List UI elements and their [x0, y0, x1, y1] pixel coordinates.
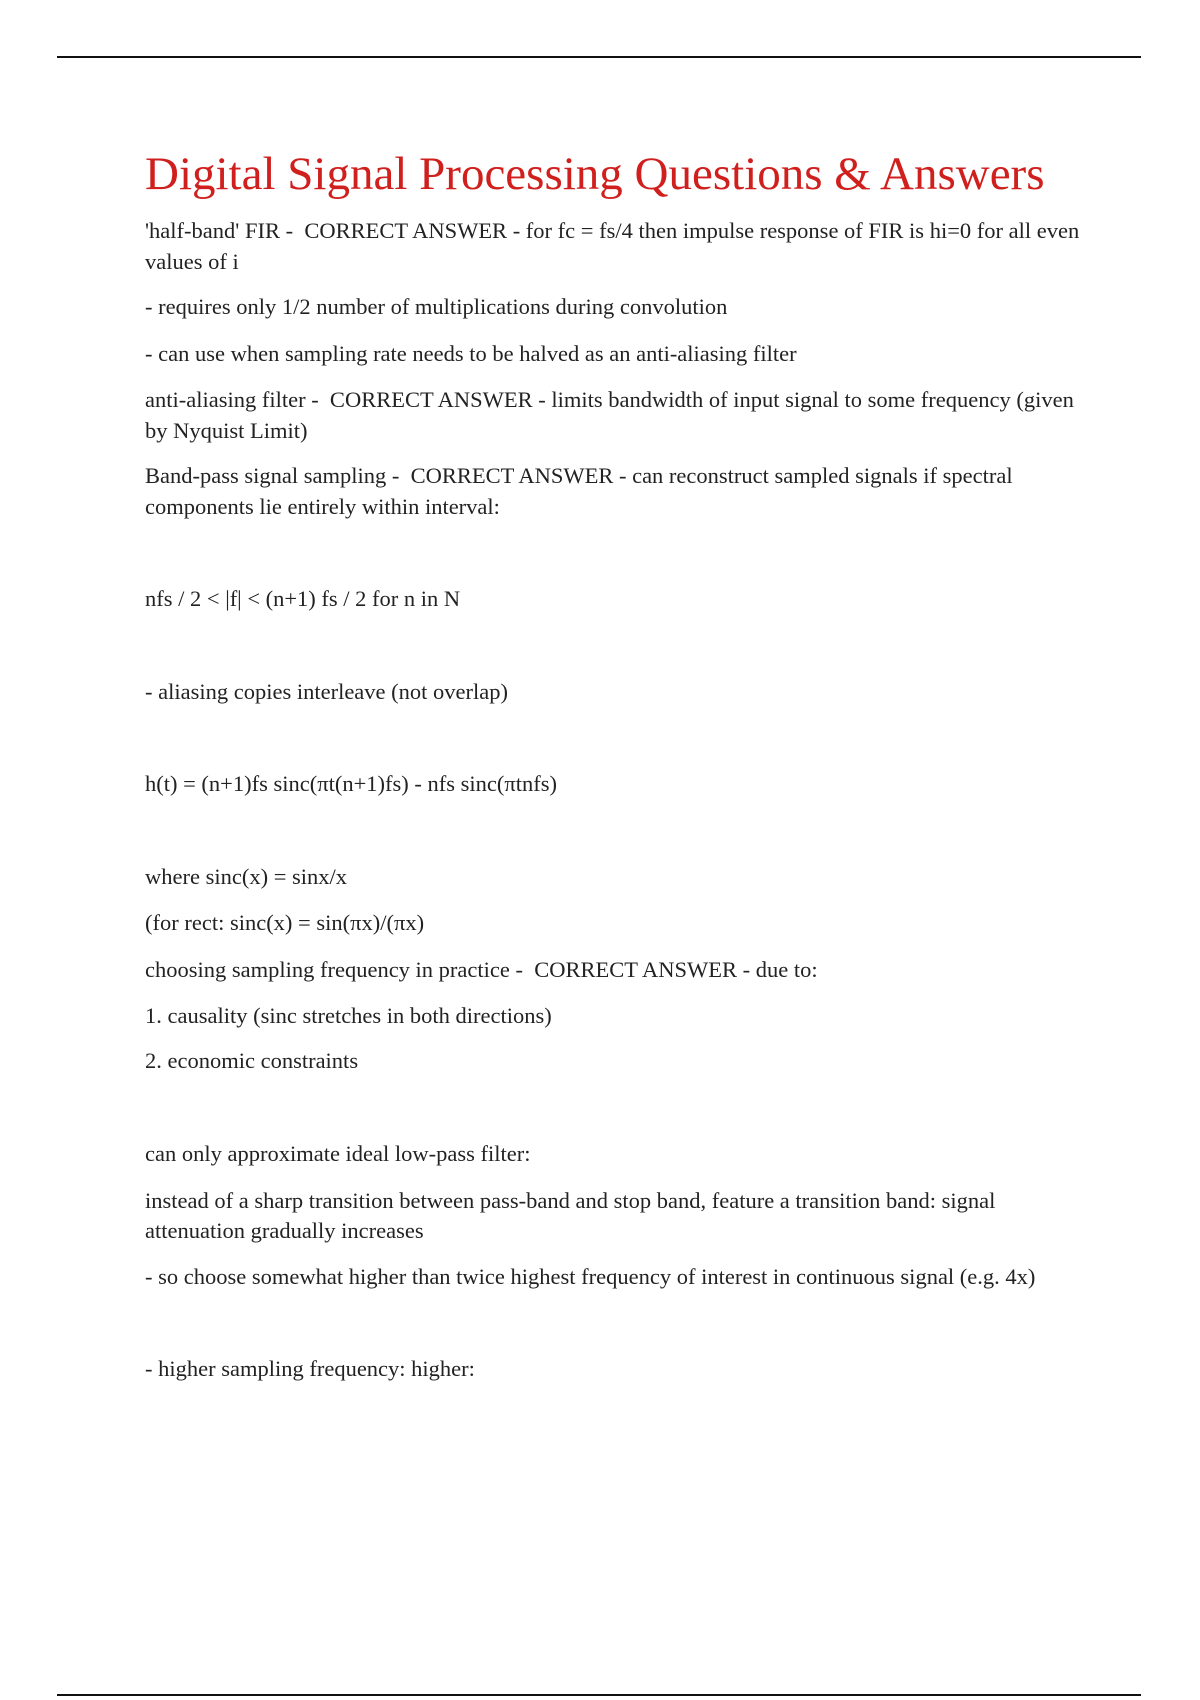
paragraph-causality: 1. causality (sinc stretches in both directions): [145, 1003, 552, 1028]
paragraph-rect-sinc: (for rect: sinc(x) = sin(πx)/(πx): [145, 910, 425, 935]
footer-rule: [57, 1694, 1141, 1696]
paragraph-half-band-fir: 'half-band' FIR - CORRECT ANSWER - for fc = fs/4 then impulse response of FIR is hi=0 for all even values of i: [145, 218, 1085, 274]
paragraph-multiplications: - requires only 1/2 number of multiplications during convolution: [145, 294, 728, 319]
paragraph-choosing-sampling-frequency: choosing sampling frequency in practice - CORRECT ANSWER - due to:: [145, 956, 818, 982]
paragraph-choose-higher: - so choose somewhat higher than twice highest frequency of interest in continuous signal (e.g. 4x): [145, 1263, 1036, 1289]
header-rule: [57, 56, 1141, 58]
paragraph-transition-band: instead of a sharp transition between pass-band and stop band, feature a transition band: signal attenuation gradually increases: [145, 1187, 1002, 1243]
paragraph-approximate-low-pass: can only approximate ideal low-pass filter:: [145, 1141, 531, 1166]
document-title: Digital Signal Processing Questions & Answers: [145, 148, 1045, 200]
paragraph-sinc-definition: where sinc(x) = sinx/x: [145, 863, 348, 889]
paragraph-economic-constraints: 2. economic constraints: [145, 1047, 359, 1073]
paragraph-interval-formula: nfs / 2 < |f| < (n+1) fs / 2 for n in N: [145, 586, 461, 611]
paragraph-higher-sampling-frequency: - higher sampling frequency: higher:: [145, 1356, 475, 1381]
document-body: [145, 146, 1085, 1385]
paragraph-anti-aliasing-filter: anti-aliasing filter - CORRECT ANSWER - limits bandwidth of input signal to some frequency (given by Nyquist Limit): [145, 387, 1080, 443]
paragraph-sampling-rate-halved: - can use when sampling rate needs to be halved as an anti-aliasing filter: [145, 340, 797, 366]
paragraph-aliasing-copies: - aliasing copies interleave (not overlap): [145, 678, 508, 704]
paragraph-impulse-response-formula: h(t) = (n+1)fs sinc(πt(n+1)fs) - nfs sinc(πtnfs): [145, 771, 557, 796]
paragraph-band-pass-sampling: Band-pass signal sampling - CORRECT ANSWER - can reconstruct sampled signals if spectral components lie entirely within interval:: [145, 463, 1019, 519]
